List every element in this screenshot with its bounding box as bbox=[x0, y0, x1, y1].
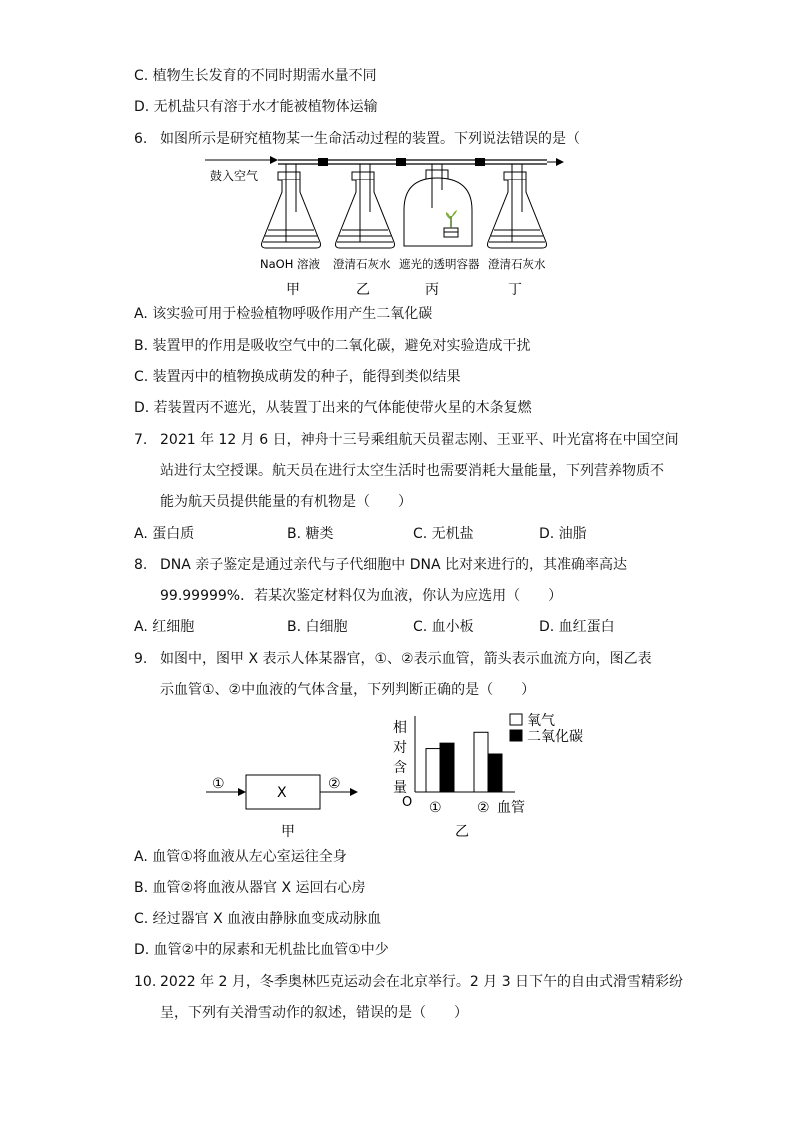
q8-option-c: C. 血小板 bbox=[413, 619, 474, 635]
q6-option-a: A. 该实验可用于检验植物呼吸作用产生二氧化碳 bbox=[134, 306, 433, 322]
legend-label-oxygen: 氧气 bbox=[527, 713, 555, 729]
q6-option-d: D. 若装置丙不遮光，从装置丁出来的气体能使带火星的木条复燃 bbox=[134, 400, 532, 416]
q10-number: 10. bbox=[134, 974, 157, 990]
flask-jia bbox=[262, 164, 321, 248]
q7-option-a: A. 蛋白质 bbox=[134, 526, 195, 542]
vessel-2-label: ② bbox=[328, 776, 341, 792]
svg-text:对: 对 bbox=[393, 740, 407, 756]
name-bing: 丙 bbox=[425, 282, 439, 298]
q10-stem-line2: 呈，下列有关滑雪动作的叙述，错误的是（ ） bbox=[160, 1005, 468, 1021]
flask-label-jia: NaOH 溶液 bbox=[260, 257, 321, 271]
q8-option-a: A. 红细胞 bbox=[134, 619, 195, 635]
q9-stem-line2: 示血管①、②中血液的气体含量，下列判断正确的是（ ） bbox=[160, 682, 536, 698]
flask-label-ding: 澄清石灰水 bbox=[488, 257, 546, 271]
q8-stem-line1: DNA 亲子鉴定是通过亲代与子代细胞中 DNA 比对来进行的，其准确率高达 bbox=[160, 557, 628, 573]
legend-swatch-oxygen bbox=[510, 714, 522, 725]
tube-connector bbox=[396, 158, 406, 166]
q9-option-d: D. 血管②中的尿素和无机盐比血管①中少 bbox=[134, 942, 389, 958]
origin-label: O bbox=[402, 795, 413, 810]
q7-stem-line1: 2021 年 12 月 6 日，神舟十三号乘组航天员翟志刚、王亚平、叶光富将在中国空间 bbox=[160, 432, 679, 448]
q7-option-c: C. 无机盐 bbox=[413, 526, 474, 542]
q5-option-d: D. 无机盐只有溶于水才能被植物体运输 bbox=[134, 99, 378, 115]
q6-stem: 如图所示是研究植物某一生命活动过程的装置。下列说法错误的是（ bbox=[160, 131, 580, 147]
q7-option-d: D. 油脂 bbox=[539, 526, 587, 542]
svg-text:量: 量 bbox=[393, 780, 407, 796]
organ-x-label: X bbox=[277, 785, 287, 801]
light-shielded-container-bing bbox=[404, 164, 472, 246]
chart-caption: 乙 bbox=[455, 824, 469, 840]
x-axis-label: 血管 bbox=[497, 800, 525, 816]
q9-number: 9. bbox=[134, 651, 148, 667]
q5-option-c: C. 植物生长发育的不同时期需水量不同 bbox=[134, 68, 377, 84]
name-yi: 乙 bbox=[356, 282, 370, 298]
svg-text:相: 相 bbox=[393, 720, 407, 736]
chart-ylabel bbox=[393, 719, 407, 796]
q9-organ-diagram bbox=[200, 770, 380, 845]
q8-stem-line2: 99.99999%．若某次鉴定材料仅为血液，你认为应选用（ ） bbox=[160, 588, 563, 604]
diagram-jia-caption: 甲 bbox=[281, 824, 295, 840]
q9-option-b: B. 血管②将血液从器官 X 运回右心房 bbox=[134, 880, 366, 896]
q6-option-b: B. 装置甲的作用是吸收空气中的二氧化碳，避免对实验造成干扰 bbox=[134, 338, 531, 354]
q9-option-a: A. 血管①将血液从左心室运往全身 bbox=[134, 849, 347, 865]
q9-stem-line1: 如图中，图甲 X 表示人体某器官，①、②表示血管，箭头表示血流方向，图乙表 bbox=[160, 651, 652, 667]
flask-label-bing: 遮光的透明容器 bbox=[399, 257, 480, 271]
flask-ding bbox=[488, 164, 547, 248]
q9-option-c: C. 经过器官 X 血液由静脉血变成动脉血 bbox=[134, 911, 382, 927]
q7-stem-line3: 能为航天员提供能量的有机物是（ ） bbox=[160, 494, 412, 510]
name-jia: 甲 bbox=[286, 282, 300, 298]
tube-connector bbox=[475, 158, 485, 166]
bar-oxygen-vessel-2 bbox=[474, 732, 488, 792]
q6-number: 6. bbox=[134, 131, 148, 147]
svg-text:含: 含 bbox=[393, 760, 407, 776]
q7-option-b: B. 糖类 bbox=[287, 526, 334, 542]
bar-co2-vessel-2 bbox=[488, 754, 502, 792]
q8-option-d: D. 血红蛋白 bbox=[539, 619, 615, 635]
q6-option-c: C. 装置丙中的植物换成萌发的种子，能得到类似结果 bbox=[134, 369, 461, 385]
legend-label-co2: 二氧化碳 bbox=[527, 729, 583, 745]
q7-number: 7. bbox=[134, 432, 148, 448]
inlet-label: 鼓入空气 bbox=[210, 169, 259, 183]
q9-gas-content-chart bbox=[385, 712, 600, 842]
x-tick-label: ① bbox=[429, 800, 442, 816]
q6-apparatus-diagram bbox=[200, 150, 570, 300]
q7-stem-line2: 站进行太空授课。航天员在进行太空生活时也需要消耗大量能量，下列营养物质不 bbox=[160, 463, 664, 479]
bar-co2-vessel-1 bbox=[440, 743, 454, 792]
q10-stem-line1: 2022 年 2 月，冬季奥林匹克运动会在北京举行。2 月 3 日下午的自由式滑雪精彩纷 bbox=[160, 974, 684, 990]
x-tick-label: ② bbox=[477, 800, 490, 816]
legend-swatch-co2 bbox=[510, 730, 522, 741]
vessel-1-label: ① bbox=[212, 776, 225, 792]
tube-connector bbox=[318, 158, 328, 166]
q8-option-b: B. 白细胞 bbox=[287, 619, 348, 635]
name-ding: 丁 bbox=[508, 282, 522, 298]
flask-yi bbox=[336, 164, 395, 248]
q8-number: 8. bbox=[134, 557, 148, 573]
bar-oxygen-vessel-1 bbox=[426, 749, 440, 792]
flask-label-yi: 澄清石灰水 bbox=[333, 257, 391, 271]
